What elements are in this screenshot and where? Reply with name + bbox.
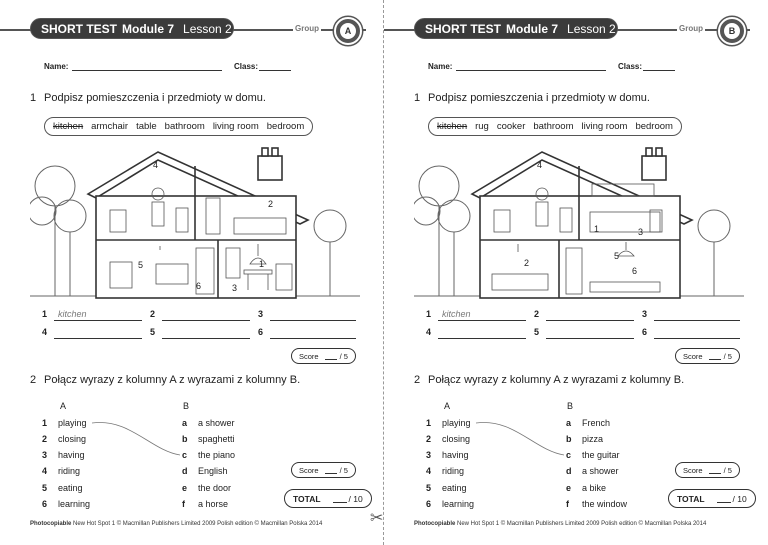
instruction-text: Podpisz pomieszczenia i przedmioty w domu. <box>428 92 650 104</box>
answer-line-1[interactable] <box>438 320 526 321</box>
answer-number: 1 <box>42 309 48 319</box>
column-b-item[interactable]: f the window <box>566 499 628 509</box>
total-blank[interactable] <box>717 494 731 503</box>
picture-label-1: 1 <box>259 259 265 269</box>
answer-lines <box>426 309 756 345</box>
column-a-item[interactable]: 1 playing <box>426 418 471 428</box>
score-label: Score <box>299 351 319 361</box>
house-illustration <box>30 146 360 302</box>
tree-icon <box>698 210 730 242</box>
instruction-text: Połącz wyrazy z kolumny A z wyrazami z kolumny B. <box>44 374 301 386</box>
class-label: Class: <box>234 62 259 71</box>
word-bank-item: armchair <box>91 121 129 132</box>
name-field[interactable] <box>72 70 222 71</box>
footer-copyright: Photocopiable New Hot Spot 1 © Macmillan Publishers Limited 2009 Polish edition © Macmillan Polska 2014 <box>414 521 707 527</box>
word-bank-item: bedroom <box>635 121 673 132</box>
score-box-ex2 <box>675 462 740 478</box>
column-a-item[interactable]: 6 learning <box>426 499 475 509</box>
word-bank-item: table <box>136 121 157 132</box>
column-a-item[interactable]: 4 riding <box>42 466 81 476</box>
column-b-item[interactable]: e a bike <box>566 483 607 493</box>
class-label: Class: <box>618 62 643 71</box>
score-max: / 5 <box>339 465 348 475</box>
score-label: Score <box>299 465 319 475</box>
score-max: / 5 <box>339 351 348 361</box>
word-bank <box>44 117 313 136</box>
group-letter: A <box>340 23 356 39</box>
column-a-item[interactable]: 3 having <box>42 450 85 460</box>
answer-lines <box>42 309 372 345</box>
word-bank-item: bathroom <box>164 121 205 132</box>
word-bank-item: kitchen <box>437 121 468 132</box>
word-bank-item: rug <box>475 121 489 132</box>
word-bank-item: bedroom <box>266 121 305 132</box>
exercise-number: 1 <box>30 92 37 104</box>
picture-label-6: 6 <box>196 281 202 291</box>
score-blank[interactable] <box>325 352 337 360</box>
group-label: Group <box>679 24 703 33</box>
answer-line-2[interactable] <box>546 320 634 321</box>
column-b-item[interactable]: d English <box>182 466 228 476</box>
picture-label-4: 4 <box>537 160 543 170</box>
score-max: / 5 <box>723 351 732 361</box>
picture-label-3: 3 <box>232 283 238 293</box>
exercise-2-instruction <box>30 374 300 386</box>
exercise-number: 2 <box>30 374 37 386</box>
answer-number: 5 <box>534 327 540 337</box>
house-illustration <box>414 146 744 302</box>
footer-copyright: Photocopiable New Hot Spot 1 © Macmillan Publishers Limited 2009 Polish edition © Macmillan Polska 2014 <box>30 521 323 527</box>
score-label: Score <box>683 465 703 475</box>
exercise-number: 1 <box>414 92 421 104</box>
score-blank[interactable] <box>325 466 337 474</box>
scissors-icon: ✂ <box>370 508 384 527</box>
answer-line-6[interactable] <box>270 338 356 339</box>
total-max: / 10 <box>348 493 363 504</box>
group-label: Group <box>295 24 319 33</box>
class-field[interactable] <box>259 70 291 71</box>
column-b-item[interactable]: e the door <box>182 483 232 493</box>
answer-number: 5 <box>150 327 156 337</box>
column-b-item[interactable]: b pizza <box>566 434 604 444</box>
answer-number: 4 <box>42 327 48 337</box>
word-bank-item: bathroom <box>533 121 574 132</box>
example-answer: kitchen <box>442 309 471 319</box>
score-max: / 5 <box>723 465 732 475</box>
total-box <box>668 489 756 508</box>
answer-line-5[interactable] <box>162 338 250 339</box>
column-b-header: B <box>567 401 574 411</box>
total-box <box>284 489 372 508</box>
total-label: TOTAL <box>293 493 321 504</box>
score-blank[interactable] <box>709 466 721 474</box>
word-bank <box>428 117 682 136</box>
answer-number: 3 <box>258 309 264 319</box>
column-a-item[interactable]: 3 having <box>426 450 469 460</box>
name-field[interactable] <box>456 70 606 71</box>
answer-line-5[interactable] <box>546 338 634 339</box>
answer-line-4[interactable] <box>54 338 142 339</box>
answer-number: 3 <box>642 309 648 319</box>
column-b-item[interactable]: c the guitar <box>566 450 620 460</box>
module-label: Module 7 <box>506 21 559 36</box>
answer-number: 1 <box>426 309 432 319</box>
picture-label-5: 5 <box>138 260 144 270</box>
score-box-ex2 <box>291 462 356 478</box>
test-label: SHORT TEST <box>425 21 502 36</box>
score-blank[interactable] <box>709 352 721 360</box>
picture-label-1: 1 <box>594 224 600 234</box>
column-a-item[interactable]: 6 learning <box>42 499 91 509</box>
word-bank-item: kitchen <box>53 121 84 132</box>
answer-number: 4 <box>426 327 432 337</box>
column-b-item[interactable]: a French <box>566 418 611 428</box>
column-a-header: A <box>444 401 451 411</box>
column-b-item[interactable]: d a shower <box>566 466 619 476</box>
module-label: Module 7 <box>122 21 175 36</box>
column-b-item[interactable]: a a shower <box>182 418 235 428</box>
test-sheet-group-b <box>384 0 768 545</box>
answer-line-3[interactable] <box>270 320 356 321</box>
group-letter: B <box>724 23 740 39</box>
answer-line-4[interactable] <box>438 338 526 339</box>
column-a-item[interactable]: 1 playing <box>42 418 87 428</box>
instruction-text: Podpisz pomieszczenia i przedmioty w domu. <box>44 92 266 104</box>
class-field[interactable] <box>643 70 675 71</box>
group-badge <box>334 17 362 45</box>
score-label: Score <box>683 351 703 361</box>
answer-number: 6 <box>642 327 648 337</box>
answer-line-2[interactable] <box>162 320 250 321</box>
group-badge <box>718 17 746 45</box>
answer-line-3[interactable] <box>654 320 740 321</box>
column-a-item[interactable]: 4 riding <box>426 466 465 476</box>
example-answer: kitchen <box>58 309 87 319</box>
column-b-item[interactable]: f a horse <box>182 499 229 509</box>
total-max: / 10 <box>732 493 747 504</box>
picture-label-4: 4 <box>153 160 159 170</box>
tree-icon <box>314 210 346 242</box>
word-bank-item: cooker <box>496 121 526 132</box>
test-label: SHORT TEST <box>41 21 118 36</box>
picture-label-3: 3 <box>638 227 644 237</box>
word-bank-item: living room <box>581 121 628 132</box>
exercise-1-instruction <box>30 92 266 104</box>
score-box-ex1 <box>675 348 740 364</box>
picture-label-6: 6 <box>632 266 638 276</box>
instruction-text: Połącz wyrazy z kolumny A z wyrazami z kolumny B. <box>428 374 685 386</box>
lesson-label: Lesson 2 <box>183 21 232 36</box>
column-a-item[interactable]: 2 closing <box>42 434 87 444</box>
column-a-item[interactable]: 5 eating <box>42 483 83 493</box>
answer-number: 2 <box>534 309 540 319</box>
column-a-item[interactable]: 5 eating <box>426 483 467 493</box>
total-blank[interactable] <box>333 494 347 503</box>
column-b-header: B <box>183 401 190 411</box>
picture-label-5: 5 <box>614 251 620 261</box>
column-a-item[interactable]: 2 closing <box>426 434 471 444</box>
answer-line-6[interactable] <box>654 338 740 339</box>
answer-number: 2 <box>150 309 156 319</box>
word-bank-item: living room <box>212 121 259 132</box>
test-title <box>30 18 234 39</box>
answer-number: 6 <box>258 327 264 337</box>
column-b-item[interactable]: b spaghetti <box>182 434 235 444</box>
name-label: Name: <box>428 62 453 71</box>
lesson-label: Lesson 2 <box>567 21 616 36</box>
exercise-2-instruction <box>414 374 684 386</box>
score-box-ex1 <box>291 348 356 364</box>
picture-label-2: 2 <box>268 199 274 209</box>
answer-line-1[interactable] <box>54 320 142 321</box>
column-b-item[interactable]: c the piano <box>182 450 236 460</box>
test-title <box>414 18 618 39</box>
column-a-header: A <box>60 401 67 411</box>
name-label: Name: <box>44 62 69 71</box>
exercise-number: 2 <box>414 374 421 386</box>
picture-label-2: 2 <box>524 258 530 268</box>
exercise-1-instruction <box>414 92 650 104</box>
total-label: TOTAL <box>677 493 705 504</box>
